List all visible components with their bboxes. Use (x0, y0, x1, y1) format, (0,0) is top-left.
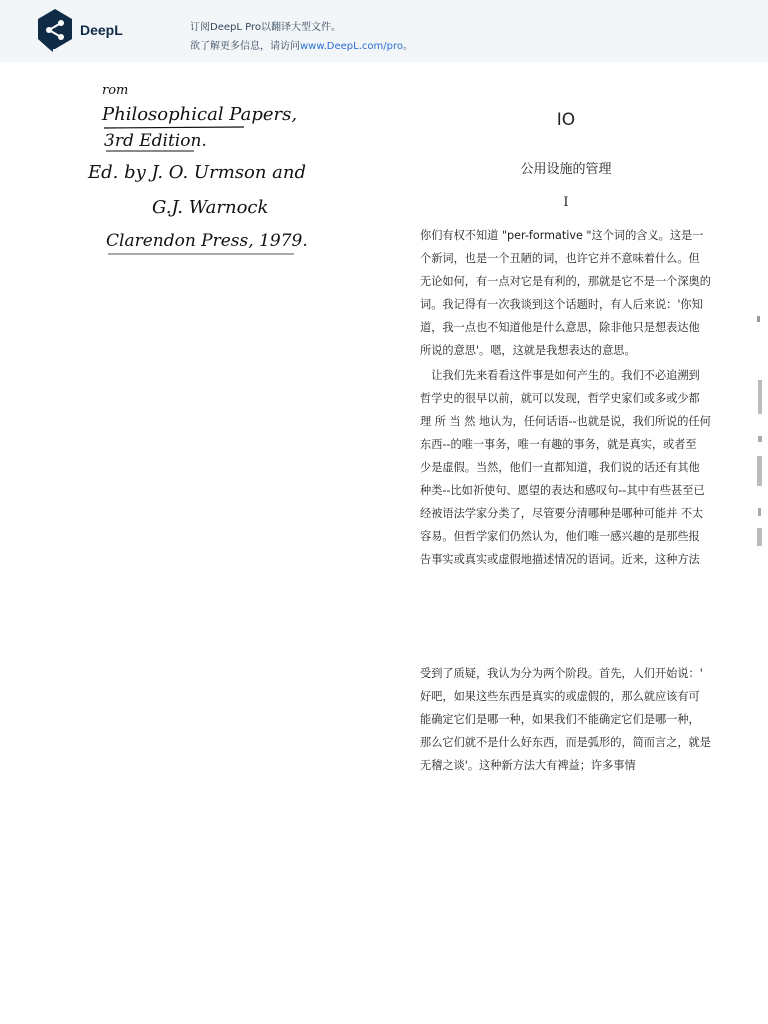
paragraph-line: 所说的意思'。嗯，这就是我想表达的意思。 (420, 344, 636, 357)
paragraph-line: 让我们先来看看这件事是如何产生的。我们不必追溯到 (420, 369, 700, 382)
paragraph-line: 个新词，也是一个丑陋的词，也许它并不意味着什么。但 (420, 252, 700, 265)
paragraph-3 (420, 662, 714, 777)
banner-line-2 (190, 37, 413, 56)
deepl-banner (0, 0, 768, 62)
paragraph-1 (420, 224, 714, 362)
deepl-logo-icon (36, 8, 74, 52)
paragraph-line: 理 所 当 然 地认为，任何话语--也就是说，我们所说的任何 (420, 415, 711, 428)
banner-line-2-suffix: 。 (402, 41, 413, 52)
paragraph-line: 无稽之谈'。这种新方法大有裨益；许多事情 (420, 759, 636, 772)
paragraph-2 (420, 364, 714, 571)
paragraph-line: 哲学史的很早以前，就可以发现，哲学史家们或多或少都 (420, 392, 700, 405)
paragraph-line: 告事实或真实或虚假地描述情况的语词。近来，这种方法 (420, 553, 700, 566)
handwriting-line-2: Philosophical Papers, (102, 104, 298, 125)
deepl-pro-link[interactable]: www.DeepL.com/pro (300, 41, 403, 52)
paragraph-line: 那么它们就不是什么好东西，而是弧形的，简而言之，就是 (420, 736, 711, 749)
handwritten-note (84, 80, 314, 265)
paragraph-line: 受到了质疑，我认为分为两个阶段。首先，人们开始说：' (420, 667, 703, 680)
chapter-number: IO (556, 110, 576, 130)
banner-line-2-prefix: 欲了解更多信息，请访问 (190, 41, 300, 52)
banner-message (190, 18, 413, 56)
paragraph-line: 容易。但哲学家们仍然认为，他们唯一感兴趣的是那些报 (420, 530, 700, 543)
paragraph-line: 种类--比如祈使句、愿望的表达和感叹句--其中有些甚至已 (420, 484, 705, 497)
paragraph-line: 经被语法学家分类了，尽管要分清哪种是哪种可能并 不太 (420, 507, 704, 520)
page-edge-artifacts (754, 310, 764, 550)
paragraph-line: 能确定它们是哪一种，如果我们不能确定它们是哪一种， (420, 713, 700, 726)
paragraph-line: 无论如何，有一点对它是有利的，那就是它不是一个深奥的 (420, 275, 711, 288)
handwriting-line-4: Ed. by J. O. Urmson and (88, 162, 307, 183)
section-number: I (563, 195, 569, 210)
paragraph-line: 东西--的唯一事务，唯一有趣的事务，就是真实，或者至 (420, 438, 697, 451)
banner-line-1: 订阅DeepL Pro以翻译大型文件。 (190, 22, 341, 33)
handwriting-line-5: G.J. Warnock (152, 197, 269, 218)
handwriting-line-3: 3rd Edition. (104, 131, 207, 151)
paragraph-line: 道，我一点也不知道他是什么意思，除非他只是想表达他 (420, 321, 700, 334)
handwriting-line-6: Clarendon Press, 1979. (106, 231, 308, 251)
handwriting-line-1: rom (102, 83, 129, 98)
paragraph-line: 少是虚假。当然，他们一直都知道，我们说的话还有其他 (420, 461, 700, 474)
paragraph-line: 好吧，如果这些东西是真实的或虚假的，那么就应该有可 (420, 690, 700, 703)
deepl-logo[interactable] (36, 8, 123, 52)
paragraph-line: 你们有权不知道 "per-formative "这个词的含义。这是一 (420, 229, 704, 242)
chapter-title: 公用设施的管理 (520, 162, 612, 177)
paragraph-line: 词。我记得有一次我谈到这个话题时，有人后来说：'你知 (420, 298, 703, 311)
deepl-logo-text: DeepL (80, 22, 123, 38)
